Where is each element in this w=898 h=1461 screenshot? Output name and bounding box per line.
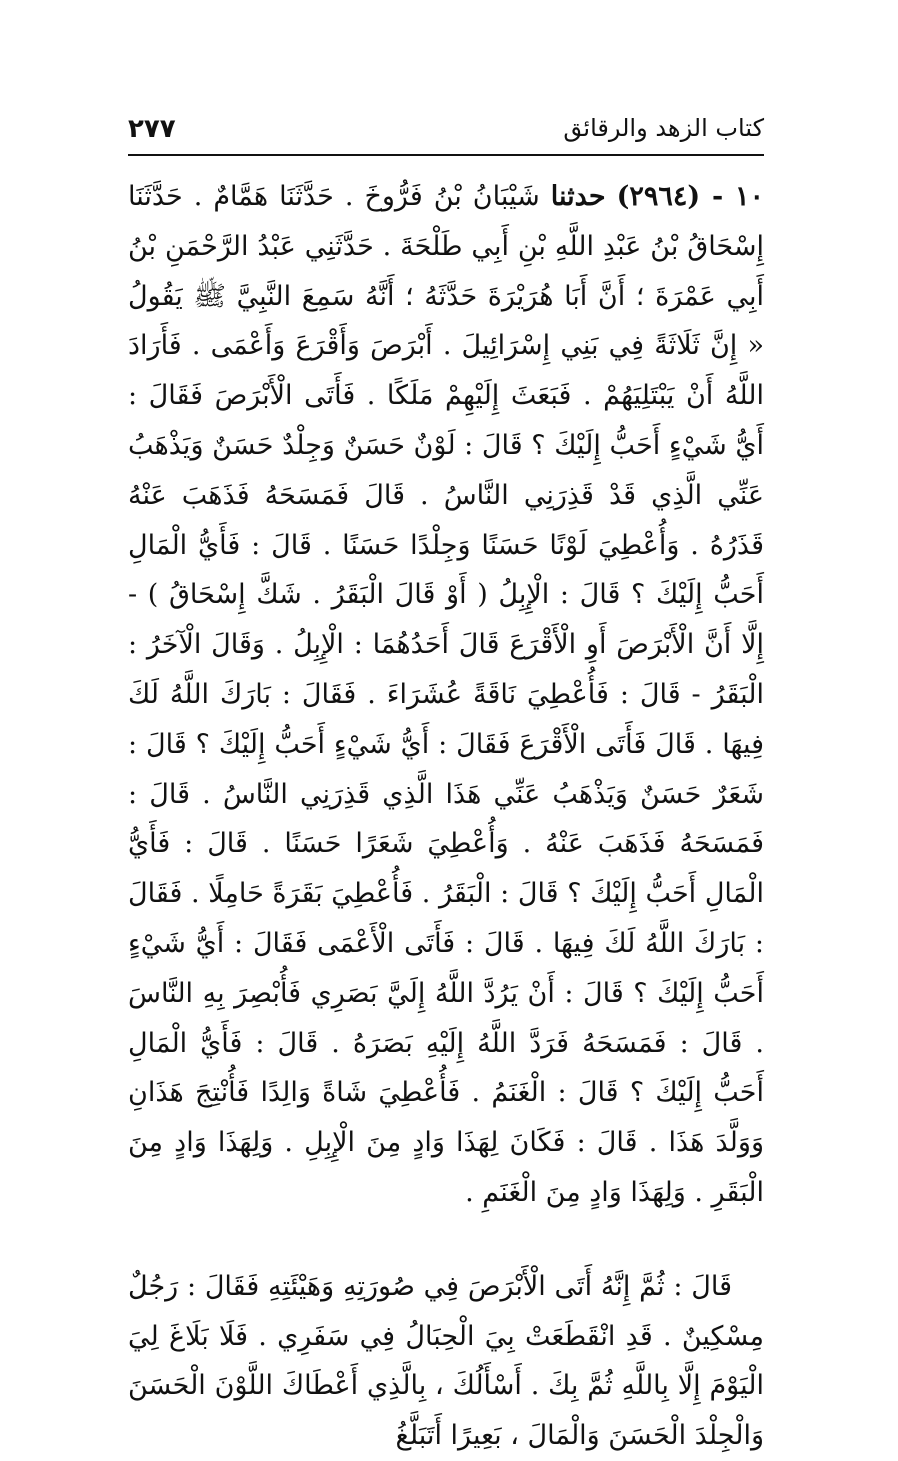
hadith-text [128, 172, 764, 1461]
hadith-number: ١٠ - (٢٩٦٤) [616, 181, 765, 212]
page-number: ٢٧٧ [128, 114, 176, 144]
paragraph-2-text: قَالَ : ثُمَّ إِنَّهُ أَتَى الْأَبْرَصَ فِي صُورَتِهِ وَهَيْئَتِهِ فَقَالَ : رَجُلٌ مِسْكِينٌ . قَدِ انْقَطَعَتْ بِيَ الْحِبَالُ فِي سَفَرِي . فَلَا بَلَاغَ لِيَ الْيَوْمَ إِلَّا بِاللَّهِ ثُمَّ بِكَ . أَسْأَلُكَ ، بِالَّذِي أَعْطَاكَ اللَّوْنَ الْحَسَنَ وَالْجِلْدَ الْحَسَنَ وَالْمَالَ ، بَعِيرًا أَتَبَلَّغُ [128, 1270, 764, 1452]
isnad-opener: حدثنا [550, 181, 606, 212]
hadith-paragraph-2 [128, 1262, 764, 1461]
paragraph-1-text: شَيْبَانُ بْنُ فَرُّوخَ . حَدَّثَنَا هَمَّامٌ . حَدَّثَنَا إِسْحَاقُ بْنُ عَبْدِ اللَّهِ بْنِ أَبِي طَلْحَةَ . حَدَّثَنِي عَبْدُ الرَّحْمَنِ بْنُ أَبِي عَمْرَةَ ؛ أَنَّ أَبَا هُرَيْرَةَ حَدَّثَهُ ؛ أَنَّهُ سَمِعَ النَّبِيَّ ﷺ يَقُولُ « إِنَّ ثَلَاثَةً فِي بَنِي إِسْرَائِيلَ . أَبْرَصَ وَأَقْرَعَ وَأَعْمَى . فَأَرَادَ اللَّهُ أَنْ يَبْتَلِيَهُمْ . فَبَعَثَ إِلَيْهِمْ مَلَكًا . فَأَتَى الْأَبْرَصَ فَقَالَ : أَيُّ شَيْءٍ أَحَبُّ إِلَيْكَ ؟ قَالَ : لَوْنٌ حَسَنٌ وَجِلْدٌ حَسَنٌ وَيَذْهَبُ عَنِّي الَّذِي قَدْ قَذِرَنِي النَّاسُ . قَالَ فَمَسَحَهُ فَذَهَبَ عَنْهُ قَذَرُهُ . وَأُعْطِيَ لَوْنًا حَسَنًا وَجِلْدًا حَسَنًا . قَالَ : فَأَيُّ الْمَالِ أَحَبُّ إِلَيْكَ ؟ قَالَ : الْإِبِلُ ( أَوْ قَالَ الْبَقَرُ . شَكَّ إِسْحَاقُ ) - إِلَّا أَنَّ الْأَبْرَصَ أَوِ الْأَقْرَعَ قَالَ أَحَدُهُمَا : الْإِبِلُ . وَقَالَ الْآخَرُ : الْبَقَرُ - قَالَ : فَأُعْطِيَ نَاقَةً عُشَرَاءَ . فَقَالَ : بَارَكَ اللَّهُ لَكَ فِيهَا . قَالَ فَأَتَى الْأَقْرَعَ فَقَالَ : أَيُّ شَيْءٍ أَحَبُّ إِلَيْكَ ؟ قَالَ : شَعَرٌ حَسَنٌ وَيَذْهَبُ عَنِّي هَذَا الَّذِي قَذِرَنِي النَّاسُ . قَالَ : فَمَسَحَهُ فَذَهَبَ عَنْهُ . وَأُعْطِيَ شَعَرًا حَسَنًا . قَالَ : فَأَيُّ الْمَالِ أَحَبُّ إِلَيْكَ ؟ قَالَ : الْبَقَرُ . فَأُعْطِيَ بَقَرَةً حَامِلًا . فَقَالَ : بَارَكَ اللَّهُ لَكَ فِيهَا . قَالَ : فَأَتَى الْأَعْمَى فَقَالَ : أَيُّ شَيْءٍ أَحَبُّ إِلَيْكَ ؟ قَالَ : أَنْ يَرُدَّ اللَّهُ إِلَيَّ بَصَرِي فَأُبْصِرَ بِهِ النَّاسَ . قَالَ : فَمَسَحَهُ فَرَدَّ اللَّهُ إِلَيْهِ بَصَرَهُ . قَالَ : فَأَيُّ الْمَالِ أَحَبُّ إِلَيْكَ ؟ قَالَ : الْغَنَمُ . فَأُعْطِيَ شَاةً وَالِدًا فَأُنْتِجَ هَذَانِ وَوَلَّدَ هَذَا . قَالَ : فَكَانَ لِهَذَا وَادٍ مِنَ الْإِبِلِ . وَلِهَذَا وَادٍ مِنَ الْبَقَرِ . وَلِهَذَا وَادٍ مِنَ الْغَنَمِ . [128, 181, 764, 1208]
book-title: كتاب الزهد والرقائق [563, 114, 764, 142]
running-header [128, 108, 764, 156]
hadith-paragraph-1 [128, 172, 764, 1218]
